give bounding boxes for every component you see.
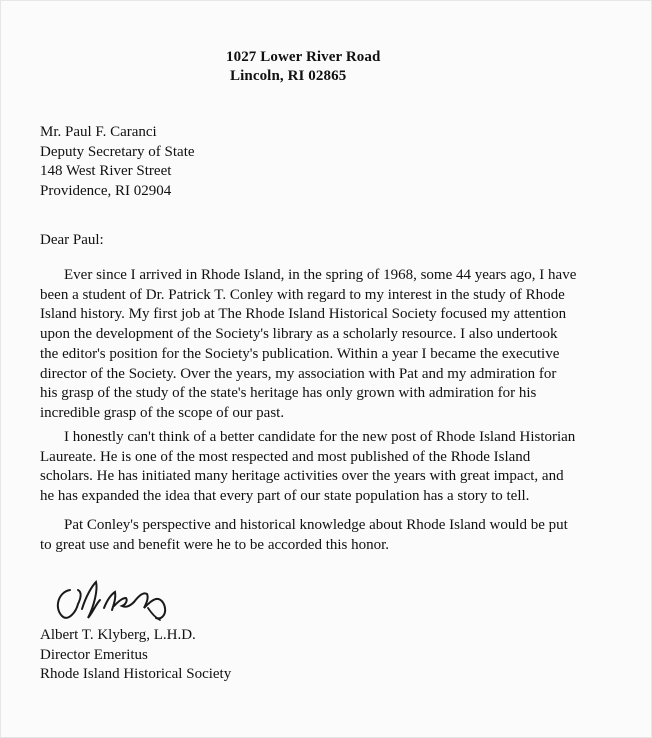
sender-street: 1027 Lower River Road [226, 49, 381, 65]
signature-block [40, 626, 231, 685]
recipient-city-state-zip: Providence, RI 02904 [40, 182, 172, 199]
paragraph-line: to great use and benefit were he to be accorded this honor. [40, 536, 390, 553]
signer-organization: Rhode Island Historical Society [40, 666, 232, 682]
recipient-address [40, 123, 195, 201]
paragraph-line: the editor's position for the Society's publication. Within a year I became the executive [40, 345, 560, 362]
recipient-street: 148 West River Street [40, 163, 172, 179]
paragraph-line: scholars. He has initiated many heritage activities over the years with great impact, and [40, 468, 564, 485]
paragraph-line: Laureate. He is one of the most respected and most published of the Rhode Island [40, 448, 531, 465]
paragraph-line: Island history. My first job at The Rhode Island Historical Society focused my attention [40, 306, 567, 323]
signer-title: Director Emeritus [40, 646, 148, 663]
paragraph-line: incredible grasp of the scope of our past. [40, 404, 285, 421]
paragraph-line: director of the Society. Over the years, my association with Pat and my admiration for [40, 365, 557, 382]
paragraph-line: Pat Conley's perspective and historical knowledge about Rhode Island would be put [64, 517, 568, 533]
handwritten-signature [48, 574, 183, 634]
sender-address [226, 48, 380, 86]
paragraph-line: Ever since I arrived in Rhode Island, in the spring of 1968, some 44 years ago, I have [64, 267, 577, 283]
signer-name: Albert T. Klyberg, L.H.D. [40, 627, 196, 643]
recipient-name: Mr. Paul F. Caranci [40, 124, 157, 140]
sender-city-state-zip: Lincoln, RI 02865 [230, 68, 347, 84]
salutation: Dear Paul: [40, 232, 104, 248]
recipient-title: Deputy Secretary of State [40, 143, 195, 160]
body-paragraph-2 [40, 428, 622, 507]
paragraph-line: his grasp of the study of the state's heritage has only grown with admiration for his [40, 385, 537, 402]
paragraph-line: I honestly can't think of a better candidate for the new post of Rhode Island Historian [64, 429, 576, 445]
paragraph-line: he has expanded the idea that every part of our state population has a story to tell. [40, 488, 530, 505]
paragraph-line: upon the development of the Society's library as a scholarly resource. I also undertook [40, 326, 558, 343]
paragraph-line: been a student of Dr. Patrick T. Conley with regard to my interest in the study of Rhode [40, 286, 565, 303]
body-paragraph-3 [40, 516, 622, 555]
body-paragraph-1 [40, 266, 622, 424]
